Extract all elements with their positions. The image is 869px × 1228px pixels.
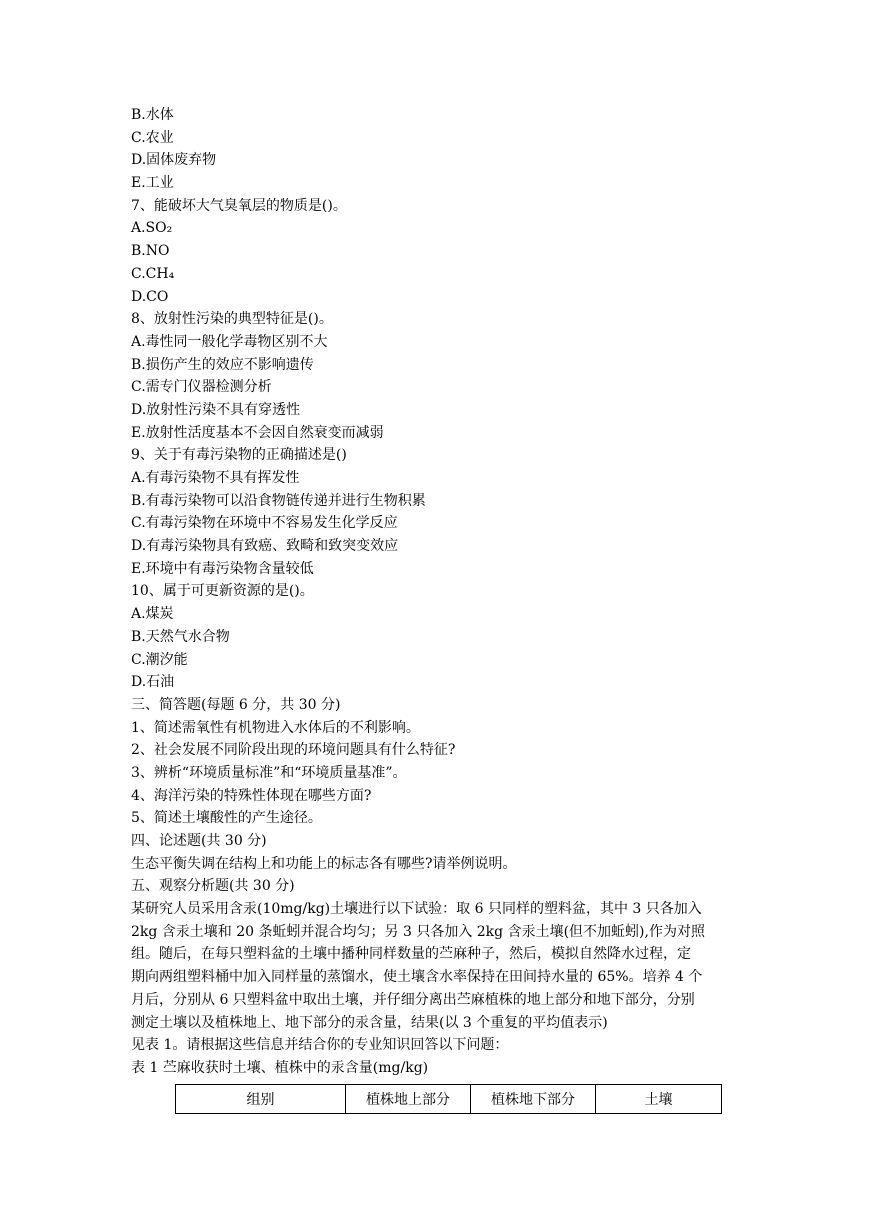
paragraph-line: 月后，分别从 6 只塑料盆中取出土壤，并仔细分离出苎麻植株的地上部分和地下部分，分别 [131, 991, 695, 1008]
text-line: D.放射性污染不具有穿透性 [131, 401, 301, 418]
header-soil: 土壤 [596, 1085, 722, 1114]
text-line: A.有毒污染物不具有挥发性 [131, 470, 300, 486]
text-line: 2、社会发展不同阶段出现的环境问题具有什么特征? [131, 742, 456, 759]
text-line: 生态平衡失调在结构上和功能上的标志各有哪些?请举例说明。 [131, 855, 517, 872]
mercury-table [175, 1084, 722, 1114]
header-group: 组别 [176, 1085, 346, 1114]
header-below-ground: 植株地下部分 [471, 1085, 596, 1114]
text-line: 4、海洋污染的特殊性体现在哪些方面? [131, 787, 372, 804]
text-line: D.固体废弃物 [131, 152, 217, 169]
header-above-ground: 植株地上部分 [346, 1085, 471, 1114]
text-line: A.煤炭 [131, 606, 174, 623]
text-line: C.潮汐能 [131, 651, 188, 668]
text-line: C.需专门仪器检测分析 [131, 379, 272, 396]
text-line: E.环境中有毒污染物含量较低 [131, 560, 314, 577]
text-line: 7、能破坏大气臭氧层的物质是()。 [131, 197, 347, 214]
paragraph-line: 组。随后，在每只塑料盆的土壤中播种同样数量的苎麻种子，然后，模拟自然降水过程，定 [131, 946, 691, 963]
text-line: 五、观察分析题(共 30 分) [131, 878, 295, 895]
text-line: 四、论述题(共 30 分) [131, 833, 267, 849]
text-line: A.毒性同一般化学毒物区别不大 [131, 333, 328, 350]
text-line: B.水体 [131, 107, 174, 123]
text-line: D.CO [131, 288, 169, 305]
document-body [131, 104, 741, 1080]
text-line: B.NO [131, 243, 170, 260]
text-line: 10、属于可更新资源的是()。 [131, 583, 314, 600]
text-line: 3、辨析“环境质量标准”和“环境质量基准”。 [131, 764, 407, 781]
text-line: B.天然气水合物 [131, 628, 230, 645]
table-header-row [176, 1085, 722, 1114]
text-line: 5、简述土壤酸性的产生途径。 [131, 810, 322, 827]
text-line: D.石油 [131, 674, 175, 691]
text-line: C.有毒污染物在环境中不容易发生化学反应 [131, 515, 398, 532]
text-line: 8、放射性污染的典型特征是()。 [131, 311, 333, 328]
experiment-paragraph [131, 898, 741, 1034]
text-line: A.SO₂ [131, 220, 173, 237]
text-line: E.放射性活度基本不会因自然衰变而减弱 [131, 424, 384, 441]
text-line: C.CH₄ [131, 265, 175, 282]
text-line: B.有毒污染物可以沿食物链传递并进行生物积累 [131, 492, 426, 509]
text-line: B.损伤产生的效应不影响遗传 [131, 356, 314, 373]
text-line: D.有毒污染物具有致癌、致畸和致突变效应 [131, 538, 399, 555]
text-line: 见表 1。请根据这些信息并结合你的专业知识回答以下问题： [131, 1037, 509, 1054]
paragraph-line: 某研究人员采用含汞(10mg/kg)土壤进行以下试验：取 6 只同样的塑料盆，其中 3 只各加入 [131, 901, 702, 918]
text-line: 表 1 苎麻收获时土壤、植株中的汞含量(mg/kg) [131, 1059, 429, 1076]
text-line: 1、简述需氧性有机物进入水体后的不利影响。 [131, 719, 420, 736]
question-list [131, 104, 741, 898]
table-intro [131, 1034, 741, 1079]
paragraph-line: 测定土壤以及植株地上、地下部分的汞含量，结果(以 3 个重复的平均值表示) [131, 1014, 608, 1031]
text-line: 三、简答题(每题 6 分，共 30 分) [131, 696, 341, 713]
text-line: E.工业 [131, 175, 174, 192]
text-line: 9、关于有毒污染物的正确描述是() [131, 447, 347, 464]
paragraph-line: 2kg 含汞土壤和 20 条蚯蚓并混合均匀；另 3 只各加入 2kg 含汞土壤(但不加蚯蚓),作为对照 [131, 923, 705, 940]
paragraph-line: 期向两组塑料桶中加入同样量的蒸馏水，使土壤含水率保持在田间持水量的 65%。培养 4 个 [131, 969, 703, 986]
text-line: C.农业 [131, 129, 174, 146]
